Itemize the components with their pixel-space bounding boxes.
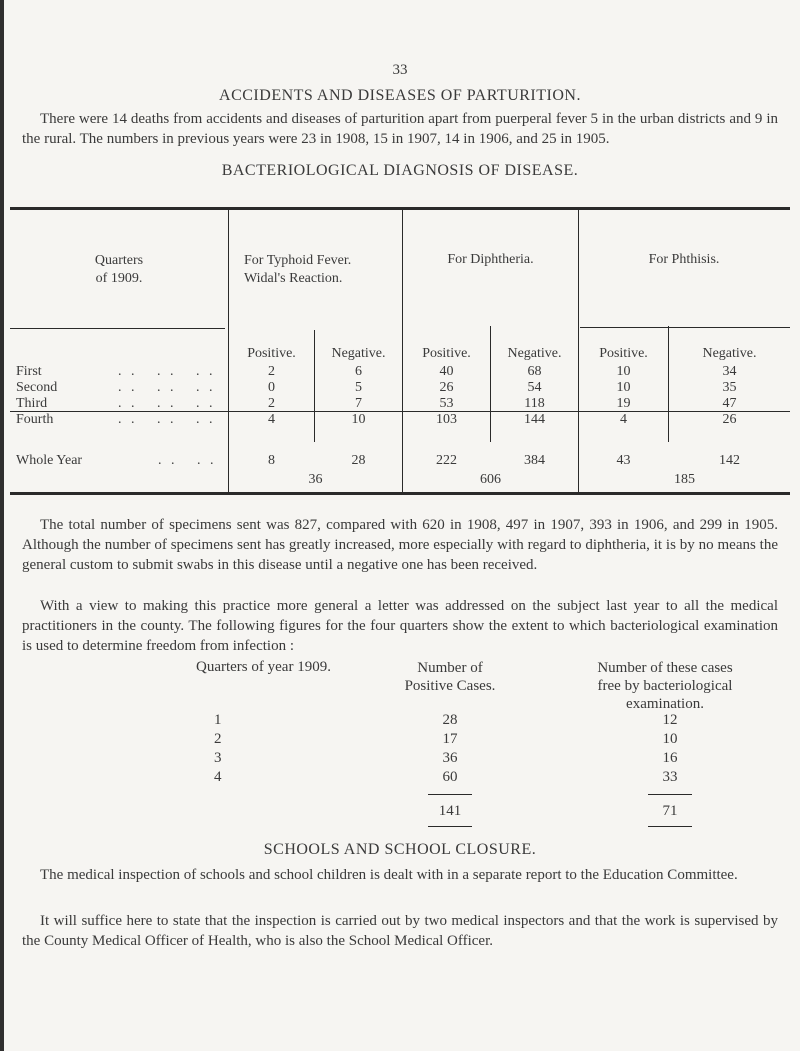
phthisis-total: 185 <box>674 472 695 487</box>
diphtheria-total: 606 <box>480 472 501 487</box>
hline-header-2 <box>580 327 790 328</box>
table-cell: 6 <box>355 364 362 379</box>
table-cell: 142 <box>719 453 740 468</box>
qt-quarter: 2 <box>214 731 222 747</box>
qt-quarter: 4 <box>214 769 222 785</box>
header-diphtheria: For Diphtheria. <box>447 252 534 267</box>
section-title-parturition: ACCIDENTS AND DISEASES OF PARTURITION. <box>219 87 581 104</box>
table-cell: 34 <box>722 364 737 379</box>
leader-dots: . . . . . . <box>118 364 216 379</box>
qt-header-positive-line2: Positive Cases. <box>404 678 496 694</box>
table-cell: 118 <box>524 396 545 411</box>
leader-dots: . . . . <box>158 453 217 468</box>
subheader-diphtheria-positive: Positive. <box>422 346 471 361</box>
hline-header <box>10 328 225 329</box>
page-edge <box>0 0 4 1051</box>
table-cell: 54 <box>527 380 542 395</box>
qt-free: 10 <box>662 731 678 747</box>
table-cell: 26 <box>722 412 737 427</box>
table-cell: 8 <box>268 453 275 468</box>
header-phthisis: For Phthisis. <box>648 252 720 267</box>
subheader-phthisis-positive: Positive. <box>599 346 648 361</box>
table-cell: 2 <box>268 396 275 411</box>
table-cell: 222 <box>436 453 457 468</box>
table-row-label: Whole Year <box>16 453 83 468</box>
table-cell: 0 <box>268 380 275 395</box>
subheader-typhoid-positive: Positive. <box>247 346 296 361</box>
header-quarters <box>14 252 224 288</box>
table-cell: 4 <box>620 412 627 427</box>
qt-sum-rule <box>428 794 472 795</box>
qt-positive: 60 <box>442 769 458 785</box>
table-cell: 68 <box>527 364 542 379</box>
qt-header-positive <box>380 659 520 695</box>
subheader-typhoid-negative: Negative. <box>331 346 386 361</box>
header-typhoid-line1: For Typhoid Fever. <box>244 253 352 268</box>
parturition-paragraph: There were 14 deaths from accidents and diseases of parturition apart from puerperal fever 5 in the urban districts and 9 in the rural. The numbers in previous years were 23 in 1908, 15 in 1907, 14 in 1906, and 25 in 1905. <box>22 111 778 147</box>
subheader-phthisis-negative: Negative. <box>702 346 757 361</box>
header-typhoid-line2: Widal's Reaction. <box>244 271 343 286</box>
table-cell: 103 <box>436 412 457 427</box>
table-row-label: Second <box>16 380 58 395</box>
practice-paragraph: With a view to making this practice more general a letter was addressed on the subject last year to all the medical practitioners in the county. The following figures for the four quarters show the extent to which bacteriological examination is used to determine freedom from infection : <box>22 598 778 654</box>
qt-total-rule <box>428 826 472 827</box>
header-typhoid <box>244 252 402 288</box>
header-quarters-line2: of 1909. <box>95 271 143 286</box>
qt-positive: 17 <box>442 731 458 747</box>
section-title-bacteriological: BACTERIOLOGICAL DIAGNOSIS OF DISEASE. <box>221 162 579 179</box>
table-bottom-rule <box>10 492 790 495</box>
table-cell: 5 <box>355 380 362 395</box>
header-quarters-line1: Quarters <box>94 253 144 268</box>
leader-dots: . . . . . . <box>118 380 216 395</box>
page-number: 33 <box>392 62 408 78</box>
typhoid-total: 36 <box>308 472 323 487</box>
qt-total-free: 71 <box>662 803 678 819</box>
qt-sum-rule <box>648 794 692 795</box>
schools-paragraph-2: It will suffice here to state that the inspection is carried out by two medical inspectors and that the work is supervised by the County Medical Officer of Health, who is also the School Medical Officer. <box>22 913 778 949</box>
table-row-label: First <box>16 364 42 379</box>
qt-header-free-line2: free by bacteriological <box>597 678 733 694</box>
table-top-rule <box>10 207 790 210</box>
leader-dots: . . . . . . <box>118 412 216 427</box>
table-cell: 144 <box>524 412 545 427</box>
table-cell: 19 <box>616 396 631 411</box>
qt-quarter: 1 <box>214 712 222 728</box>
leader-dots: . . . . . . <box>118 396 216 411</box>
qt-total-rule <box>648 826 692 827</box>
table-row-label: Fourth <box>16 412 54 427</box>
table-cell: 10 <box>616 364 631 379</box>
qt-total-positive: 141 <box>438 803 462 819</box>
qt-free: 12 <box>662 712 678 728</box>
table-cell: 47 <box>722 396 737 411</box>
table-cell: 7 <box>355 396 362 411</box>
specimens-paragraph: The total number of specimens sent was 827, compared with 620 in 1908, 497 in 1907, 393 in 1906, and 299 in 1905. Although the number of specimens sent has greatly increased, more especially with regard to diphtheria, it is by no means the general custom to submit swabs in this disease until a negative one has been received. <box>22 517 778 573</box>
table-cell: 26 <box>439 380 454 395</box>
qt-positive: 36 <box>442 750 458 766</box>
table-cell: 28 <box>351 453 366 468</box>
table-cell: 43 <box>616 453 631 468</box>
table-cell: 10 <box>351 412 366 427</box>
section-title-schools: SCHOOLS AND SCHOOL CLOSURE. <box>263 841 537 858</box>
table-cell: 40 <box>439 364 454 379</box>
qt-quarter: 3 <box>214 750 222 766</box>
table-cell: 384 <box>524 453 545 468</box>
table-cell: 10 <box>616 380 631 395</box>
qt-header-free <box>560 659 770 713</box>
qt-header-quarters: Quarters of year 1909. <box>196 659 331 675</box>
subheader-diphtheria-negative: Negative. <box>507 346 562 361</box>
table-cell: 35 <box>722 380 737 395</box>
qt-positive: 28 <box>442 712 458 728</box>
qt-header-positive-line1: Number of <box>417 660 483 676</box>
table-cell: 2 <box>268 364 275 379</box>
schools-paragraph-1: The medical inspection of schools and school children is dealt with in a separate report to the Education Committee. <box>40 867 738 883</box>
table-cell: 53 <box>439 396 454 411</box>
qt-free: 16 <box>662 750 678 766</box>
qt-free: 33 <box>662 769 678 785</box>
qt-header-free-line1: Number of these cases <box>597 660 733 676</box>
qt-header-free-line3: examination. <box>626 696 704 712</box>
table-cell: 4 <box>268 412 275 427</box>
table-row-label: Third <box>16 396 48 411</box>
